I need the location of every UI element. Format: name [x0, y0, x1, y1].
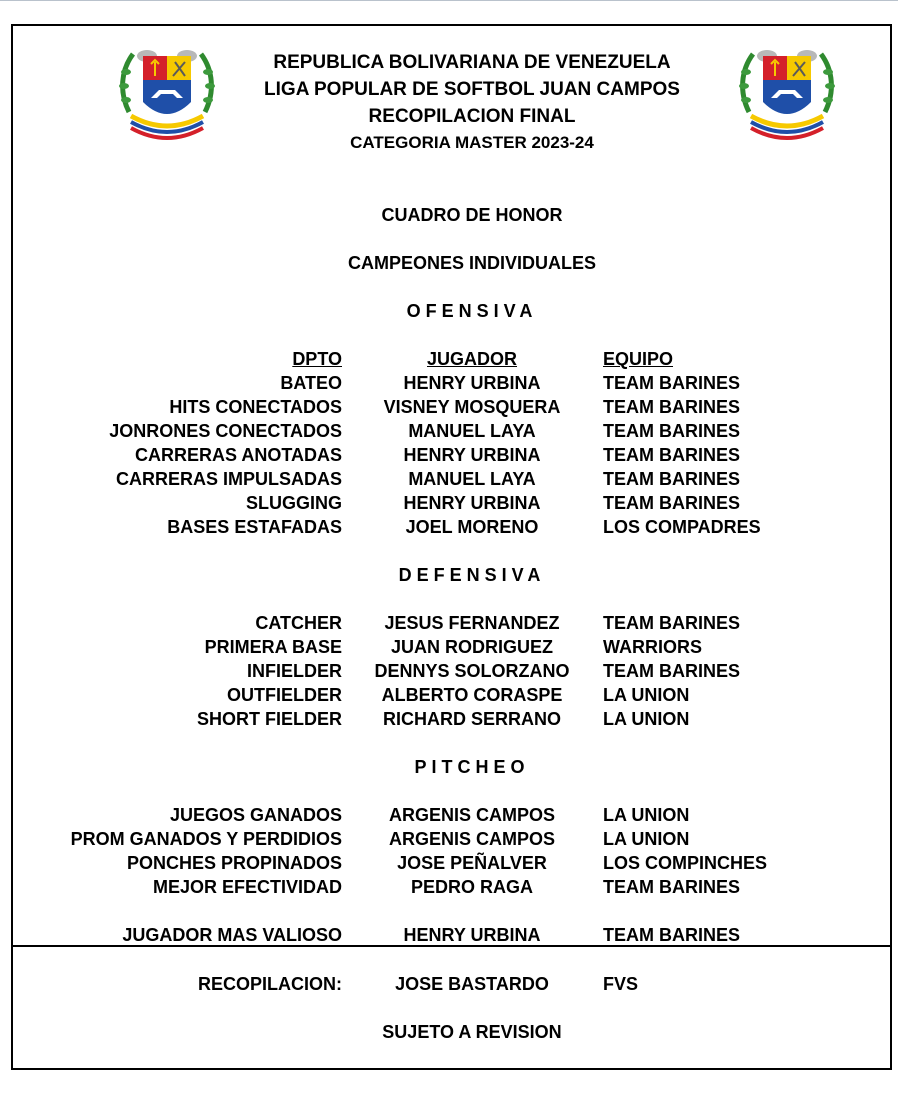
ofensiva-dpto: SLUGGING — [245, 493, 342, 513]
column-header-jugador-label: JUGADOR — [427, 349, 518, 369]
ofensiva-equipo: TEAM BARINES — [603, 373, 741, 393]
defensiva-dpto: PRIMERA BASE — [204, 637, 342, 657]
section-title-ofensiva: OFENSIVA — [406, 301, 538, 321]
mvp-jugador-label: HENRY URBINA — [403, 925, 541, 945]
ofensiva-jugador-label: HENRY URBINA — [403, 373, 541, 393]
ofensiva-jugador-label: HENRY URBINA — [403, 493, 541, 513]
header-line-report: RECOPILACION FINAL — [368, 106, 576, 127]
pitcheo-jugador-label: ARGENIS CAMPOS — [388, 829, 556, 849]
defensiva-equipo: LA UNION — [603, 685, 690, 705]
mvp-dpto: JUGADOR MAS VALIOSO — [122, 925, 342, 945]
compiler-label: RECOPILACION: — [198, 974, 342, 994]
pitcheo-dpto: PROM GANADOS Y PERDIDIOS — [70, 829, 342, 849]
ofensiva-dpto: CARRERAS IMPULSADAS — [115, 469, 342, 489]
ofensiva-jugador-label: JOEL MORENO — [405, 517, 539, 537]
ofensiva-jugador-label: MANUEL LAYA — [408, 421, 536, 441]
defensiva-jugador-label: JUAN RODRIGUEZ — [391, 637, 554, 657]
compiler-name-label: JOSE BASTARDO — [395, 974, 549, 994]
ofensiva-equipo: TEAM BARINES — [603, 397, 741, 417]
ofensiva-equipo: TEAM BARINES — [603, 493, 741, 513]
ofensiva-equipo: LOS COMPADRES — [603, 517, 761, 537]
defensiva-dpto: SHORT FIELDER — [196, 709, 342, 729]
ofensiva-jugador-label: VISNEY MOSQUERA — [383, 397, 561, 417]
defensiva-jugador-label: JESUS FERNANDEZ — [384, 613, 560, 633]
ofensiva-dpto: BATEO — [280, 373, 342, 393]
defensiva-dpto: CATCHER — [255, 613, 342, 633]
compiler-org: FVS — [603, 974, 639, 994]
column-header-dpto: DPTO — [292, 349, 342, 369]
defensiva-equipo: WARRIORS — [603, 637, 702, 657]
defensiva-dpto: OUTFIELDER — [227, 685, 342, 705]
ofensiva-equipo: TEAM BARINES — [603, 445, 741, 465]
pitcheo-equipo: TEAM BARINES — [603, 877, 741, 897]
defensiva-jugador-label: ALBERTO CORASPE — [381, 685, 563, 705]
ofensiva-dpto: JONRONES CONECTADOS — [109, 421, 342, 441]
header-line-category: CATEGORIA MASTER 2023-24 — [350, 133, 594, 152]
pitcheo-jugador-label: ARGENIS CAMPOS — [388, 805, 556, 825]
individual-title: CAMPEONES INDIVIDUALES — [347, 253, 597, 273]
honor-title: CUADRO DE HONOR — [381, 205, 563, 225]
header-line-league: LIGA POPULAR DE SOFTBOL JUAN CAMPOS — [264, 79, 680, 100]
pitcheo-jugador-label: JOSE PEÑALVER — [397, 853, 547, 873]
column-header-equipo: EQUIPO — [603, 349, 674, 369]
section-title-defensiva: DEFENSIVA — [398, 565, 546, 585]
pitcheo-dpto: JUEGOS GANADOS — [169, 805, 342, 825]
header-line-republic: REPUBLICA BOLIVARIANA DE VENEZUELA — [273, 52, 671, 73]
defensiva-jugador-label: RICHARD SERRANO — [383, 709, 562, 729]
review-note: SUJETO A REVISION — [382, 1022, 562, 1042]
document-frame — [11, 24, 892, 1070]
pitcheo-dpto: MEJOR EFECTIVIDAD — [152, 877, 342, 897]
ofensiva-jugador-label: MANUEL LAYA — [408, 469, 536, 489]
pitcheo-dpto: PONCHES PROPINADOS — [126, 853, 342, 873]
pitcheo-jugador-label: PEDRO RAGA — [411, 877, 534, 897]
defensiva-equipo: TEAM BARINES — [603, 661, 741, 681]
defensiva-equipo: LA UNION — [603, 709, 690, 729]
pitcheo-equipo: LOS COMPINCHES — [603, 853, 768, 873]
ofensiva-equipo: TEAM BARINES — [603, 421, 741, 441]
defensiva-dpto: INFIELDER — [246, 661, 342, 681]
pitcheo-equipo: LA UNION — [603, 829, 690, 849]
ofensiva-jugador-label: HENRY URBINA — [403, 445, 541, 465]
top-divider — [0, 0, 898, 1]
ofensiva-equipo: TEAM BARINES — [603, 469, 741, 489]
defensiva-equipo: TEAM BARINES — [603, 613, 741, 633]
ofensiva-dpto: CARRERAS ANOTADAS — [135, 445, 342, 465]
mvp-equipo: TEAM BARINES — [603, 925, 741, 945]
pitcheo-equipo: LA UNION — [603, 805, 690, 825]
defensiva-jugador-label: DENNYS SOLORZANO — [374, 661, 570, 681]
section-title-pitcheo: PITCHEO — [414, 757, 530, 777]
ofensiva-dpto: HITS CONECTADOS — [169, 397, 342, 417]
ofensiva-dpto: BASES ESTAFADAS — [167, 517, 342, 537]
